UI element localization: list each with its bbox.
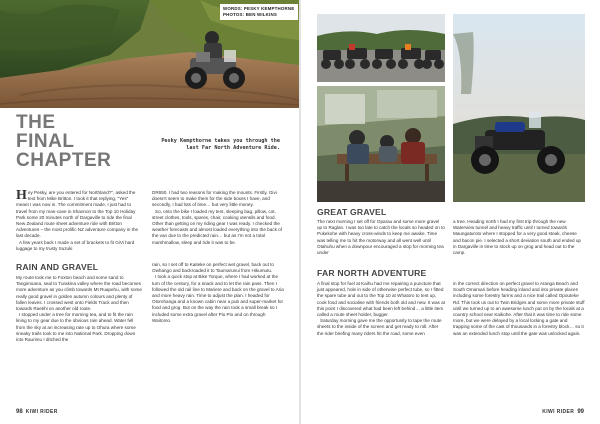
rain-column-2 — [152, 262, 284, 324]
credit-photos: PHOTOS: BEN WILKINS — [223, 12, 277, 17]
credit-words: WORDS: PESKY KEMPTHORNE — [223, 6, 295, 11]
far-north-column-2 — [453, 281, 585, 337]
article-title — [16, 113, 126, 170]
far-north-paragraph-1: A final stop for fuel at Kaihu had me repairing a puncture that just appeared, hole in side of otherwise perfect tube, so I fitted the spare tube and out to the Top 10 at Whatoro to tent up, cook food and socialise with friends both old and new. It was at this point I discovered what had been left behind… a little item called a route sheet holder, bugger. — [317, 281, 445, 318]
left-publication-name: KIWI RIDER — [25, 409, 58, 415]
rain-col2-paragraph-1: rain, so I set off to Kaiteke on perfect wet gravel, back out to Owhango and backroaded it to Taumarunui from Hikumutu. — [152, 262, 274, 274]
photo-bikes-parked — [317, 14, 445, 82]
left-page — [0, 0, 299, 424]
rain-paragraph-2: I stopped under a tree for morning tea, and to fit the rain lining to my gear due to the obvious rain ahead. Water fell from the sky at an increasing rate up to Ohura where some sneaky trails took to me into National Park. Dropping down into Raurimu I ditched the — [16, 312, 136, 343]
photo-riders-at-table — [317, 86, 445, 202]
title-line-3: CHAPTER — [16, 150, 112, 171]
rain-col2-paragraph-2: I took a quick stop at Bike Torque, where I had worked at the turn of the century, for a snack and to let the rain pass. Then I followed the old rail line to Mariere and back on the gravel to Aria and more heavy rain. Time to adjust the plan. I headed for Otorohanga and a known cabin near a pub and super-market for food and grog. But on the way the rain took a small break so I included some extra gravel after Pio Pio and on through Waitomo. — [152, 274, 284, 323]
left-folio — [16, 409, 58, 415]
far-north-paragraph-2: Saturday morning gave me the opportunity to tape the route sheets to the inside of the screen and get ready to roll. After the rider briefing many riders hit the road, some even — [317, 318, 442, 336]
heading-far-north-adventure: FAR NORTH ADVENTURE — [317, 268, 427, 278]
intro-col2-paragraph-2: So, onto the bike I loaded my tent, sleeping bag, pillow, cot, street clothes, tools, spares, chair, cooking utensils and food. Other than getting on my riding gear I was ready. I checked the weather forecasts and almost loaded everything into the back of the van due to the predicted rain… but as I'm not a total marshmallow, sleep and ride it was to be. — [152, 208, 282, 245]
far-north-column-1 — [317, 281, 445, 337]
title-line-1: THE — [16, 112, 56, 133]
intro-column-2 — [152, 190, 284, 246]
photo-bike-at-dusk — [453, 14, 585, 202]
right-publication-name: KIWI RIDER — [542, 409, 575, 415]
great-gravel-column-2 — [453, 219, 585, 256]
photo-credits — [220, 4, 298, 20]
heading-rain-and-gravel: RAIN AND GRAVEL — [16, 262, 99, 272]
great-gravel-column-1 — [317, 219, 445, 256]
drop-cap: H — [16, 188, 27, 203]
standfirst: Pesky Kempthorne takes you through the last Far North Adventure Ride. — [161, 138, 280, 151]
far-north-col2-paragraph: in the correct direction on perfect gravel to Aranga Beach and South Omamari before heading inland and into private places including some forestry farms and a nice trail called Opouteke Rd. This took us out to Twin Bridges and some more private stuff until we turned up to an awesome lunch put on by the locals at a country school near Kaikohe. After that it was time to ride some more, but we were delayed by a local locking a gate and trapping some of the cast of thousands in a forestry block… so it was an extended lunch stop until the gate was unlocked again. — [453, 281, 585, 336]
rain-column-1 — [16, 275, 142, 343]
intro-paragraph-2: A few years back I made a set of brackets to fit GiVi hard luggage to my trusty Suzuki — [16, 239, 135, 251]
left-page-number: 98 — [16, 409, 23, 415]
right-page — [301, 0, 600, 424]
title-line-2: FINAL — [16, 131, 75, 152]
right-page-number: 99 — [577, 409, 584, 415]
heading-great-gravel: GREAT GRAVEL — [317, 207, 387, 217]
great-gravel-paragraph: The next morning I set off for Oparau and some more gravel up to Raglan. I was too late to catch the locals so headed on to Pukekohe with heavy cross-winds to keep me awake. Time was telling me to hit the motorway and all went well until Otahuhu when a downpour encouraged a stop for morning tea under — [317, 219, 445, 256]
intro-column-1 — [16, 190, 142, 252]
rain-paragraph-1: My route took me to Foxton beach and some sand to Tangimoana, seal to Turakina valley where the road becomes more adventure as you climb towards Mt Ruapehu, with some really good gravel in golden autumn colours and plenty of fallen leaves. I crossed west onto Fields Track and then towards Raetihi on another old route. — [16, 275, 142, 312]
right-folio — [542, 409, 584, 415]
intro-col2-paragraph-1: DR650. I had two reasons for making the mounts. Firstly, Givi doesn't seem to make them for the side boxes I have, and secondly, I had lots of time… but very little money. — [152, 190, 277, 208]
intro-paragraph-1: ey Pesky, are you entered for Northland?", asked the text from Mike Britton. I took it that replying, "Yes" meant I was now in. The commitment made, I just had to travel from my man-cave in Shannon to the Top 10 Holiday Park some 20 minutes north of Dargaville to ride the final New Zealand route sheet adventure ride with Britton Adventures – the most prolific NZ adventure company in the last decade. — [16, 190, 139, 239]
great-gravel-col2-paragraph: a tree. Heading north I had my first trip through the new Waterview tunnel and heavy traffic until I turned towards Maungaturoto where I stopped for a very good steak, cheese and bacon pie. I selected a short deviation south and ended up in Dargaville in time to stock up on grog and head out to the camp. — [453, 219, 581, 256]
